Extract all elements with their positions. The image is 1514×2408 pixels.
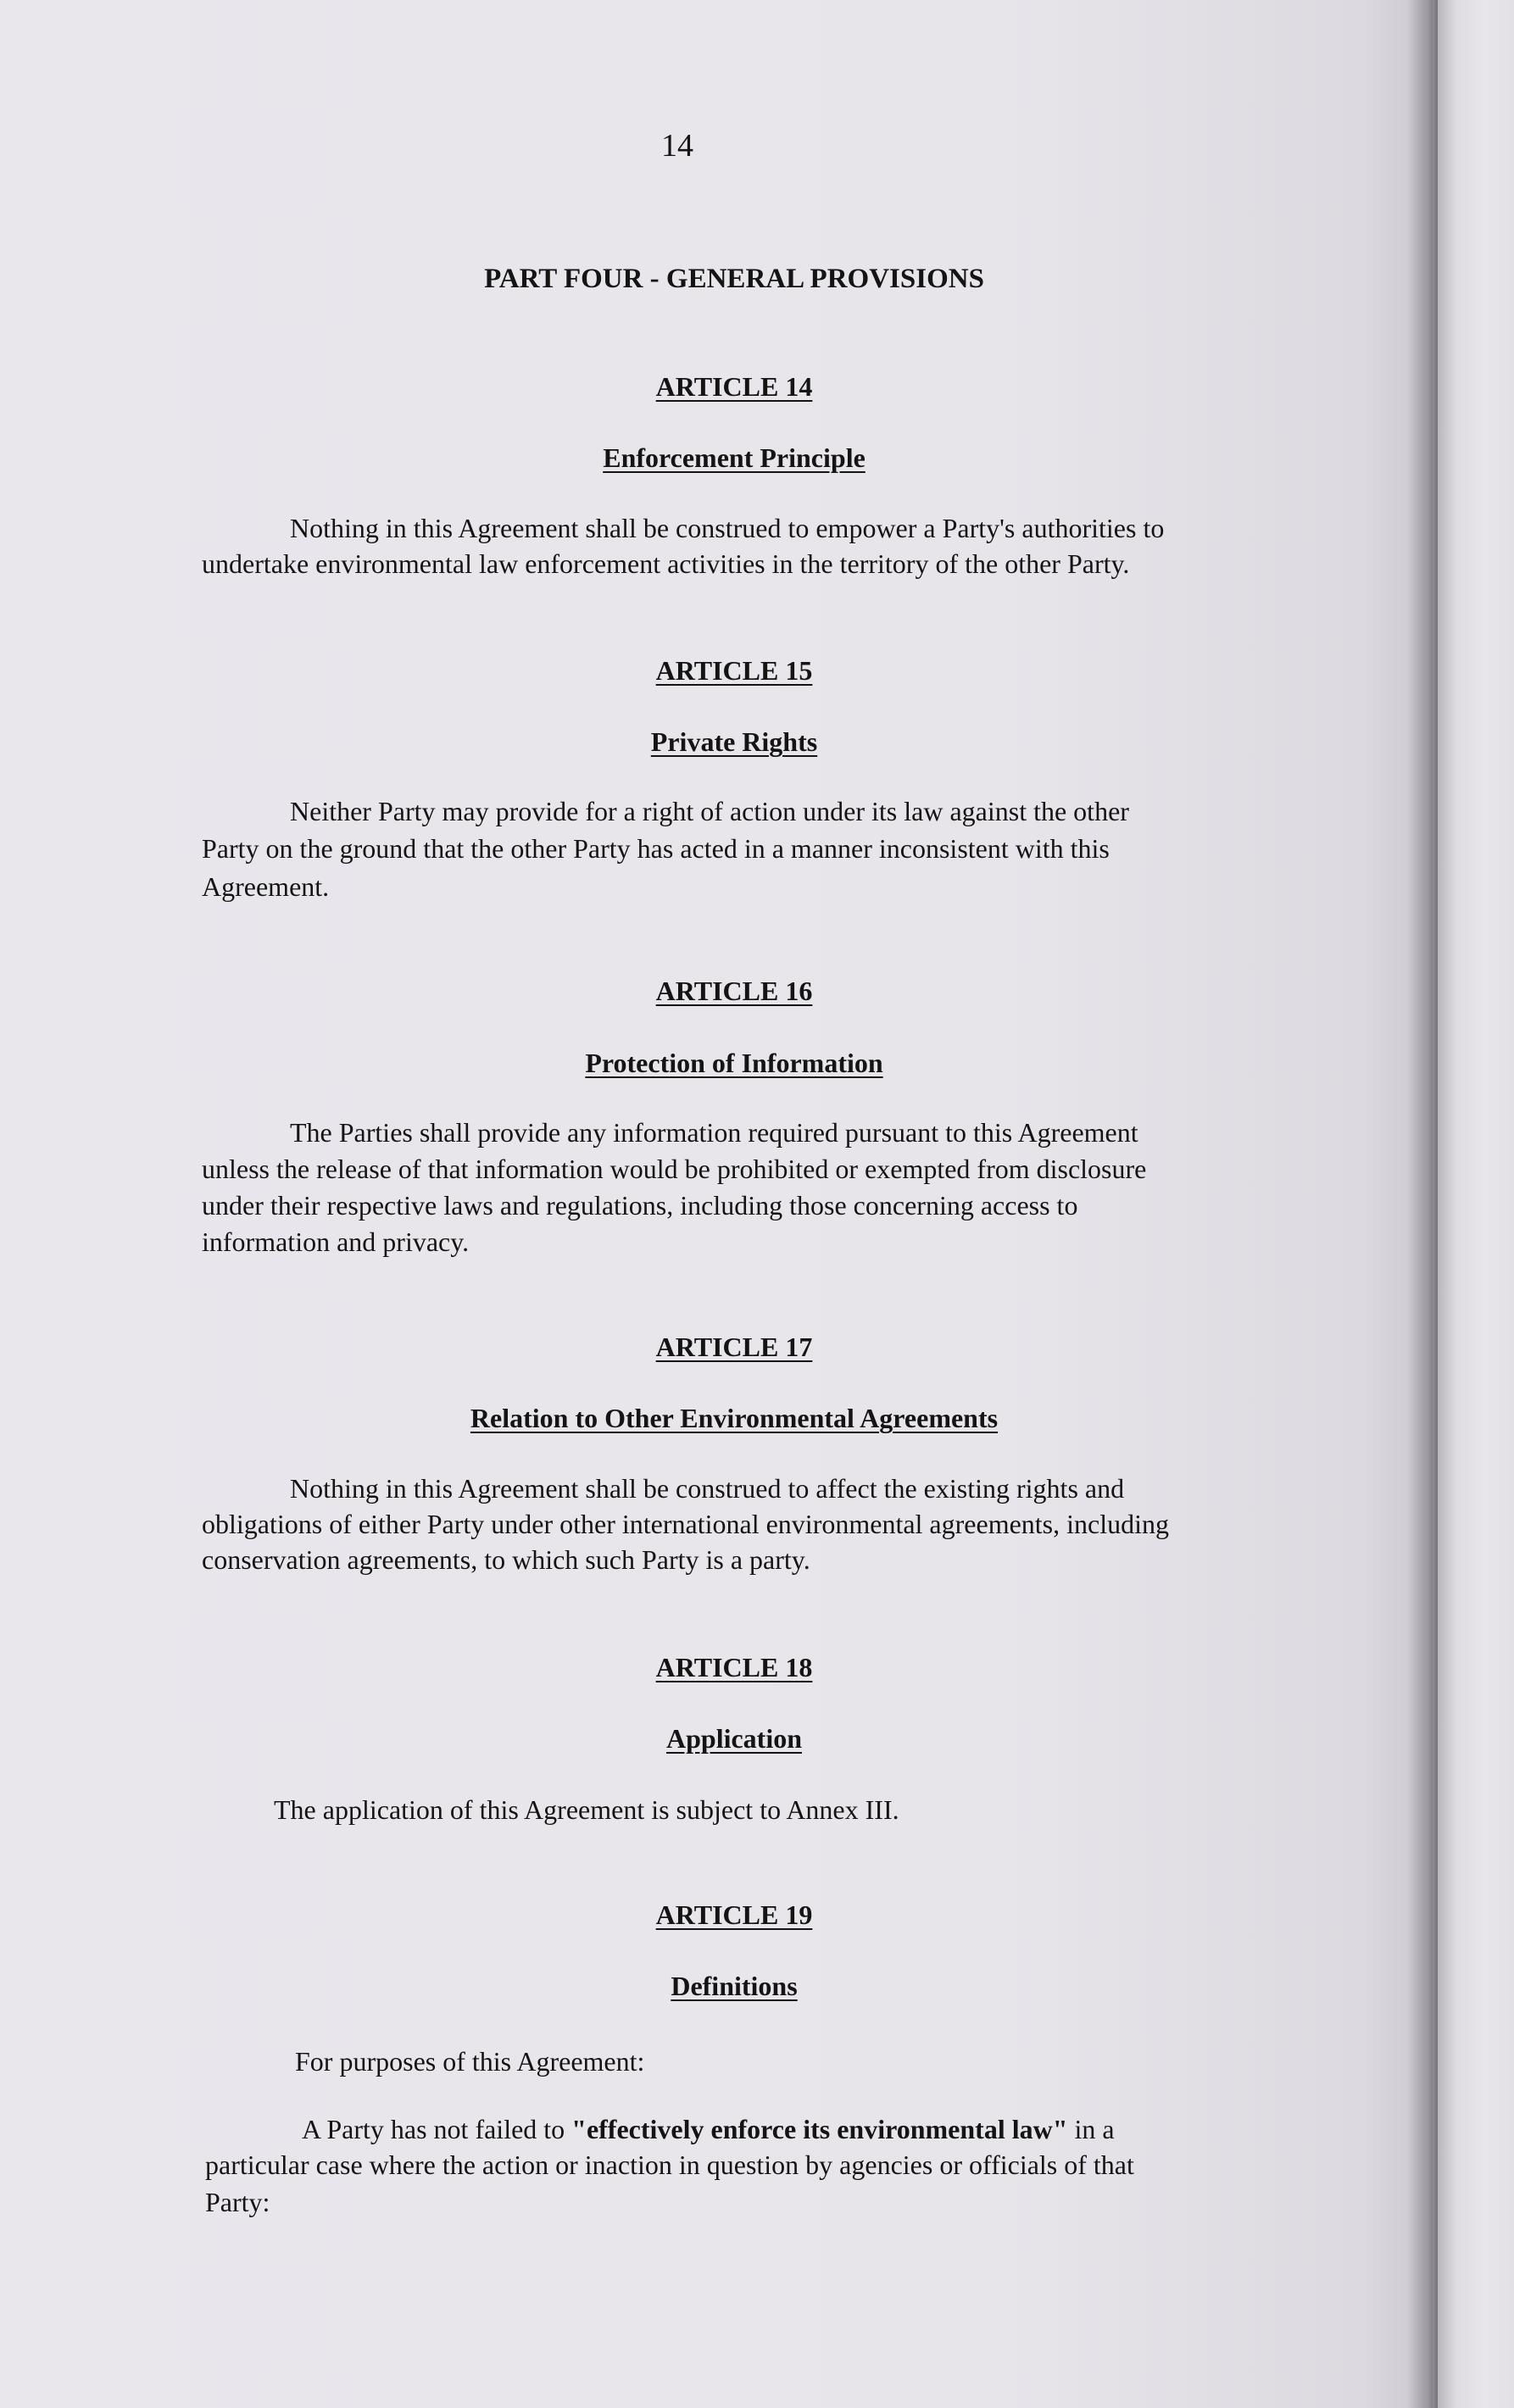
article-14-line-1: Nothing in this Agreement shall be construed to empower a Party's authorities to [290, 513, 1165, 543]
article-17-title: Relation to Other Environmental Agreements [470, 1403, 999, 1433]
article-17-line-1: Nothing in this Agreement shall be construed to affect the existing rights and [290, 1473, 1125, 1504]
article-16-number: ARTICLE 16 [655, 976, 813, 1006]
definition-first-line [302, 2114, 1115, 2145]
article-16-line-4: information and privacy. [202, 1226, 470, 1257]
article-16-line-2: unless the release of that information would be prohibited or exempted from disclosure [202, 1154, 1147, 1184]
article-16-line-3: under their respective laws and regulations, including those concerning access to [202, 1190, 1078, 1221]
article-19-title: Definitions [671, 1971, 798, 2001]
article-16-title: Protection of Information [585, 1048, 883, 1078]
article-18-title: Application [665, 1723, 803, 1754]
page-number: 14 [661, 128, 693, 164]
definition-line-3: Party: [205, 2187, 270, 2217]
definition-lead: A Party has not failed to [302, 2114, 572, 2144]
article-14-number: ARTICLE 14 [655, 371, 813, 402]
part-title: PART FOUR - GENERAL PROVISIONS [484, 264, 984, 294]
article-14-line-2: undertake environmental law enforcement activities in the territory of the other Party. [202, 548, 1130, 579]
article-18-number: ARTICLE 18 [655, 1652, 813, 1682]
article-15-title: Private Rights [650, 726, 818, 757]
article-15-line-3: Agreement. [202, 871, 330, 902]
article-16-line-1: The Parties shall provide any information required pursuant to this Agreement [290, 1117, 1138, 1148]
article-17-line-3: conservation agreements, to which such Party is a party. [202, 1544, 810, 1575]
article-18-line-1: The application of this Agreement is subject to Annex III. [274, 1794, 899, 1825]
article-17-line-2: obligations of either Party under other international environmental agreements, including [202, 1509, 1169, 1539]
article-19-number: ARTICLE 19 [655, 1899, 813, 1930]
article-14-title: Enforcement Principle [603, 442, 866, 473]
article-15-line-2: Party on the ground that the other Party has acted in a manner inconsistent with this [202, 833, 1110, 864]
definition-term: "effectively enforce its environmental law" [571, 2114, 1068, 2144]
article-15-number: ARTICLE 15 [655, 655, 813, 686]
article-15-line-1: Neither Party may provide for a right of action under its law against the other [290, 796, 1129, 826]
underlying-sheet [1438, 0, 1514, 2408]
article-19-line-1: For purposes of this Agreement: [295, 2046, 645, 2077]
definition-line-2: particular case where the action or inaction in question by agencies or officials of that [205, 2149, 1134, 2180]
page-edge-shadow [1407, 0, 1438, 2408]
article-17-number: ARTICLE 17 [655, 1332, 813, 1362]
definition-tail: in a [1067, 2114, 1115, 2144]
